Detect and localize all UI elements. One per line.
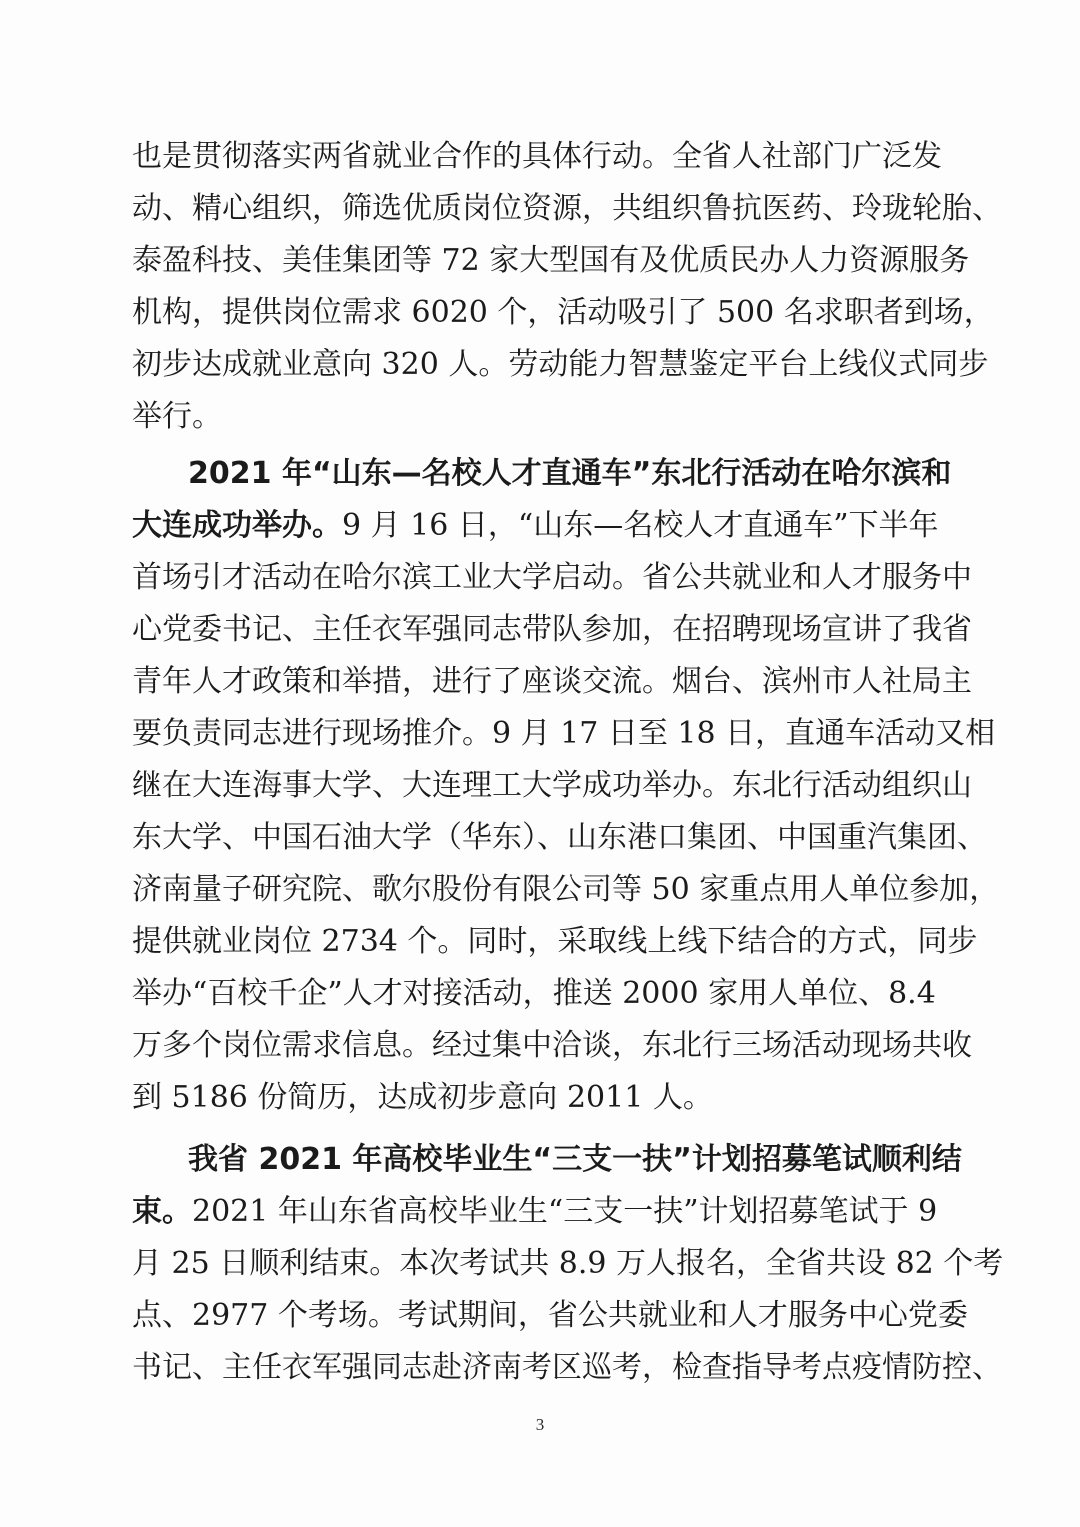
- paragraph-3-line-4: 点、2977 个考场。考试期间，省公共就业和人才服务中心党委: [132, 1298, 968, 1333]
- paragraph-3-heading-end: 束。: [132, 1194, 192, 1229]
- paragraph-1-line-1: 也是贯彻落实两省就业合作的具体行动。全省人社部门广泛发: [132, 139, 942, 174]
- paragraph-1-line-5: 初步达成就业意向 320 人。劳动能力智慧鉴定平台上线仪式同步: [132, 347, 989, 382]
- paragraph-2-line-13: 到 5186 份简历，达成初步意向 2011 人。: [132, 1080, 713, 1115]
- paragraph-2-line-4: 心党委书记、主任衣军强同志带队参加，在招聘现场宣讲了我省: [132, 612, 972, 647]
- paragraph-1-line-4: 机构，提供岗位需求 6020 个，活动吸引了 500 名求职者到场，: [132, 295, 994, 330]
- paragraph-2-heading-end: 大连成功举办。: [132, 508, 342, 543]
- paragraph-3-line-3: 月 25 日顺利结束。本次考试共 8.9 万人报名，全省共设 82 个考: [132, 1246, 1004, 1281]
- paragraph-2-line-5: 青年人才政策和举措，进行了座谈交流。烟台、滨州市人社局主: [132, 664, 972, 699]
- paragraph-2-line-3: 首场引才活动在哈尔滨工业大学启动。省公共就业和人才服务中: [132, 560, 972, 595]
- paragraph-2-line-6: 要负责同志进行现场推介。9 月 17 日至 18 日，直通车活动又相: [132, 716, 996, 751]
- paragraph-2-line-12: 万多个岗位需求信息。经过集中洽谈，东北行三场活动现场共收: [132, 1028, 972, 1063]
- paragraph-2-line-8: 东大学、中国石油大学（华东）、山东港口集团、中国重汽集团、: [132, 820, 987, 855]
- page-number: 3: [535, 1415, 545, 1434]
- paragraph-2-line-2: [132, 506, 939, 546]
- paragraph-3-line-2: [132, 1192, 938, 1232]
- paragraph-1-line-6: 举行。: [132, 399, 222, 434]
- paragraph-1-line-3: 泰盈科技、美佳集团等 72 家大型国有及优质民办人力资源服务: [132, 243, 970, 278]
- paragraph-3-heading-line-1: 我省 2021 年高校毕业生“三支一扶”计划招募笔试顺利结: [188, 1142, 962, 1177]
- paragraph-2-line-2-text: 9 月 16 日，“山东—名校人才直通车”下半年: [342, 508, 939, 543]
- paragraph-2-line-7: 继在大连海事大学、大连理工大学成功举办。东北行活动组织山: [132, 768, 972, 803]
- paragraph-1-line-2: 动、精心组织，筛选优质岗位资源，共组织鲁抗医药、玲珑轮胎、: [132, 191, 1002, 226]
- paragraph-2-heading-line-1: 2021 年“山东—名校人才直通车”东北行活动在哈尔滨和: [188, 456, 952, 491]
- paragraph-2-line-9: 济南量子研究院、歌尔股份有限公司等 50 家重点用人单位参加，: [132, 872, 1000, 907]
- paragraph-2-line-11: 举办“百校千企”人才对接活动，推送 2000 家用人单位、8.4: [132, 976, 936, 1011]
- paragraph-2-line-10: 提供就业岗位 2734 个。同时，采取线上线下结合的方式，同步: [132, 924, 978, 959]
- paragraph-3-line-2-text: 2021 年山东省高校毕业生“三支一扶”计划招募笔试于 9: [192, 1194, 938, 1229]
- paragraph-3-line-5: 书记、主任衣军强同志赴济南考区巡考，检查指导考点疫情防控、: [132, 1350, 1002, 1385]
